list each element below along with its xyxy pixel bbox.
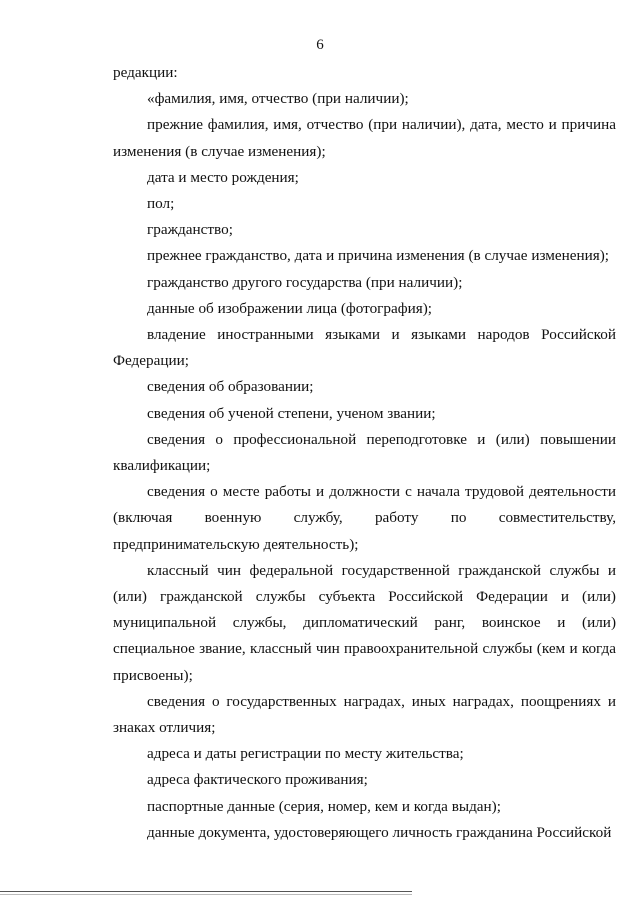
list-item-identity-document: данные документа, удостоверяющего личность гражданина Российской bbox=[147, 823, 612, 841]
list-item-full-name: «фамилия, имя, отчество (при наличии); bbox=[147, 90, 409, 108]
bottom-scan-edge-shadow bbox=[0, 894, 412, 895]
list-item-actual-address: адреса фактического проживания; bbox=[147, 771, 368, 789]
paragraph-continuation: редакции: bbox=[113, 64, 178, 81]
list-item-other-citizenship: гражданство другого государства (при наличии); bbox=[147, 273, 463, 291]
list-item-class-rank: классный чин федеральной государственной гражданской службы и (или) гражданской службы субъекта Российской Федерации и (или) муниципальной службы, дипломатический ранг, воинское и (или) специальное звание, классный чин правоохранительной службы (кем и когда присвоены); bbox=[113, 561, 616, 684]
list-item-education: сведения об образовании; bbox=[147, 378, 314, 396]
list-item-registration-address: адреса и даты регистрации по месту жительства; bbox=[147, 745, 464, 763]
list-item-employment: сведения о месте работы и должности с начала трудовой деятельности (включая военную службу, работу по совместительству, предпринимательскую деятельность); bbox=[113, 483, 616, 553]
list-item-languages: владение иностранными языками и языками народов Российской Федерации; bbox=[113, 326, 616, 370]
list-item-previous-citizenship: прежнее гражданство, дата и причина изменения (в случае изменения); bbox=[147, 247, 609, 265]
list-item-retraining: сведения о профессиональной переподготовке и (или) повышении квалификации; bbox=[113, 430, 616, 475]
list-item-previous-names: прежние фамилия, имя, отчество (при наличии), дата, место и причина изменения (в случае изменения); bbox=[113, 116, 616, 160]
list-item-passport: паспортные данные (серия, номер, кем и когда выдан); bbox=[147, 797, 501, 815]
list-item-birth: дата и место рождения; bbox=[147, 168, 299, 186]
list-item-awards: сведения о государственных наградах, иных наградах, поощрениях и знаках отличия; bbox=[113, 692, 616, 737]
document-body bbox=[113, 60, 616, 846]
list-item-academic-degree: сведения об ученой степени, ученом звании; bbox=[147, 404, 436, 422]
list-item-photo: данные об изображении лица (фотография); bbox=[147, 299, 432, 317]
bottom-scan-edge bbox=[0, 891, 412, 892]
list-item-citizenship: гражданство; bbox=[147, 221, 233, 239]
list-item-sex: пол; bbox=[147, 195, 175, 213]
page-number: 6 bbox=[316, 37, 324, 53]
